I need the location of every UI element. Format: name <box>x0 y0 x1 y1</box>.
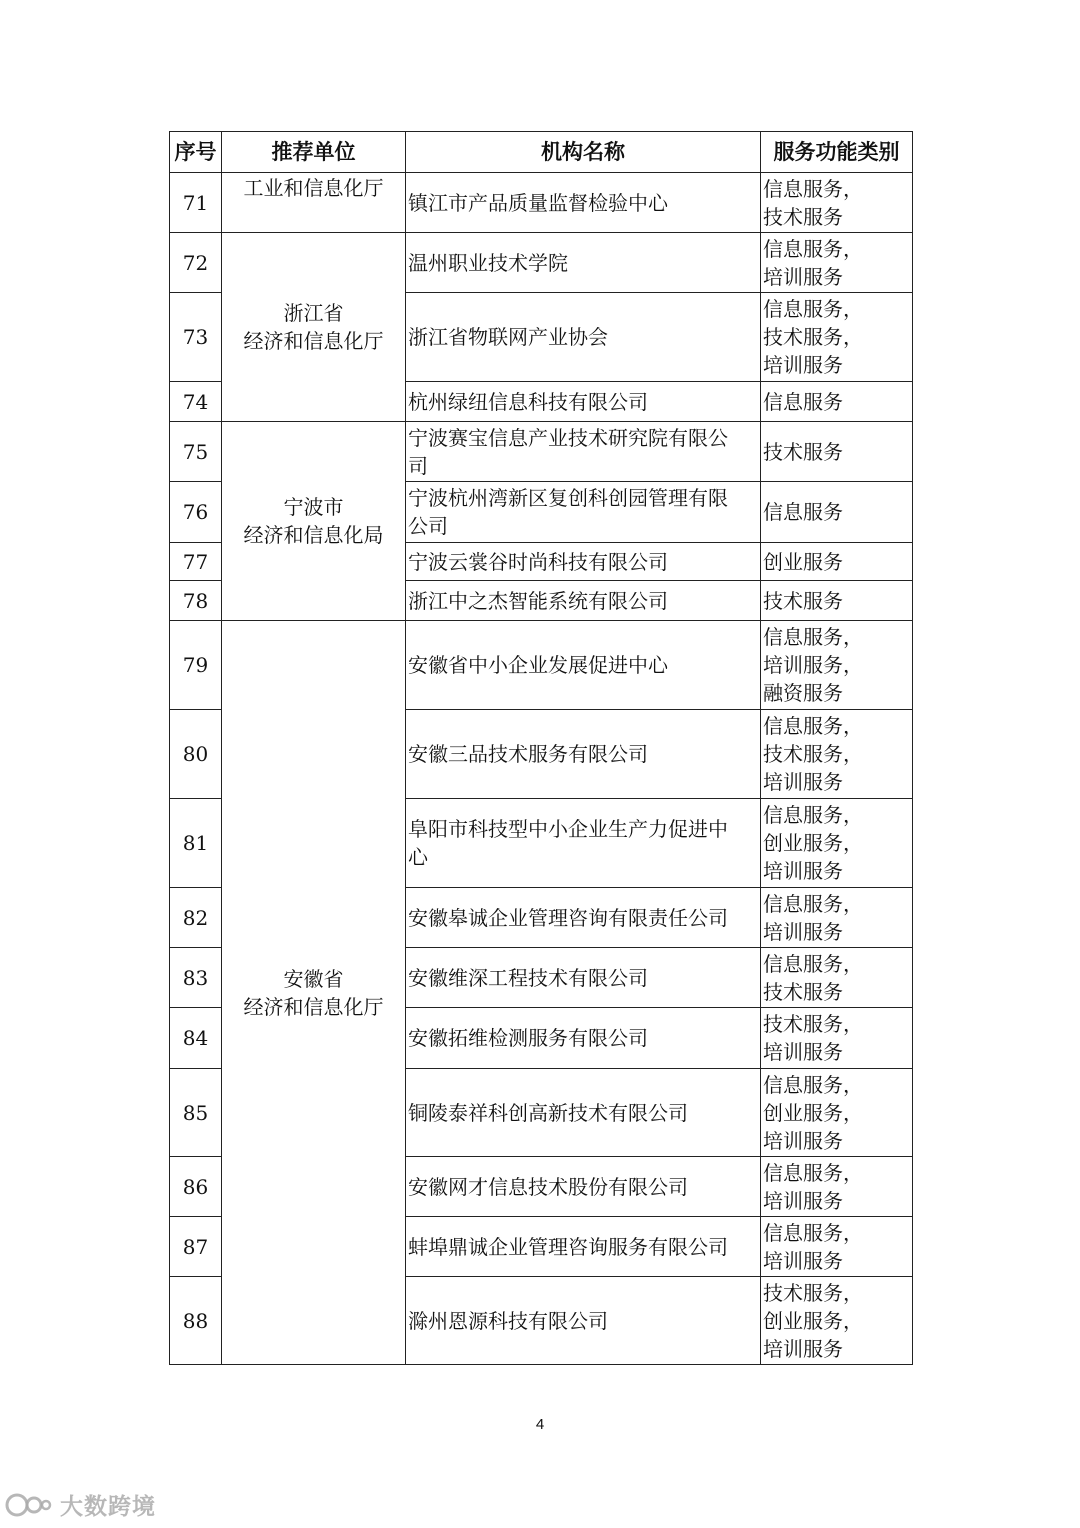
row-services: 信息服务， 培训服务 <box>761 233 913 293</box>
row-services: 信息服务， 技术服务， 培训服务 <box>761 293 913 382</box>
table-row <box>170 233 913 293</box>
page-number: 4 <box>535 1416 545 1433</box>
watermark <box>4 1488 156 1521</box>
row-org: 安徽省中小企业发展促进中心 <box>406 621 761 710</box>
row-no: 80 <box>170 710 222 799</box>
row-services: 信息服务 <box>761 482 913 543</box>
row-services: 技术服务， 培训服务 <box>761 1008 913 1069</box>
row-services: 信息服务， 技术服务 <box>761 173 913 233</box>
row-org: 安徽网才信息技术股份有限公司 <box>406 1157 761 1217</box>
row-no: 75 <box>170 422 222 482</box>
header-service-category: 服务功能类别 <box>761 132 913 173</box>
row-unit: 宁波市 经济和信息化局 <box>222 422 406 621</box>
row-unit: 工业和信息化厅 <box>222 173 406 233</box>
header-organization: 机构名称 <box>406 132 761 173</box>
table-row <box>170 173 913 233</box>
row-services: 技术服务， 创业服务， 培训服务 <box>761 1277 913 1365</box>
row-org: 温州职业技术学院 <box>406 233 761 293</box>
row-org: 安徽拓维检测服务有限公司 <box>406 1008 761 1069</box>
row-no: 77 <box>170 543 222 581</box>
row-org: 宁波杭州湾新区复创科创园管理有限 公司 <box>406 482 761 543</box>
row-org: 安徽皋诚企业管理咨询有限责任公司 <box>406 888 761 948</box>
row-org: 安徽维深工程技术有限公司 <box>406 948 761 1008</box>
row-services: 信息服务， 培训服务 <box>761 1217 913 1277</box>
row-no: 86 <box>170 1157 222 1217</box>
row-org: 浙江中之杰智能系统有限公司 <box>406 581 761 621</box>
table-row <box>170 621 913 710</box>
row-no: 88 <box>170 1277 222 1365</box>
row-services: 技术服务 <box>761 581 913 621</box>
row-services: 信息服务， 创业服务， 培训服务 <box>761 799 913 888</box>
row-no: 78 <box>170 581 222 621</box>
row-services: 信息服务 <box>761 382 913 422</box>
row-org: 铜陵泰祥科创高新技术有限公司 <box>406 1069 761 1157</box>
row-services: 技术服务 <box>761 422 913 482</box>
row-org: 杭州绿纽信息科技有限公司 <box>406 382 761 422</box>
row-no: 83 <box>170 948 222 1008</box>
row-org: 蚌埠鼎诚企业管理咨询服务有限公司 <box>406 1217 761 1277</box>
row-org: 安徽三品技术服务有限公司 <box>406 710 761 799</box>
agency-table <box>169 131 913 1365</box>
row-services: 创业服务 <box>761 543 913 581</box>
row-services: 信息服务， 培训服务， 融资服务 <box>761 621 913 710</box>
header-serial: 序号 <box>170 132 222 173</box>
table-row <box>170 422 913 482</box>
row-services: 信息服务， 技术服务 <box>761 948 913 1008</box>
row-unit: 浙江省 经济和信息化厅 <box>222 233 406 422</box>
row-services: 信息服务， 培训服务 <box>761 1157 913 1217</box>
table-header-row <box>170 132 913 173</box>
row-org: 宁波云裳谷时尚科技有限公司 <box>406 543 761 581</box>
row-no: 82 <box>170 888 222 948</box>
row-no: 71 <box>170 173 222 233</box>
row-org: 滁州恩源科技有限公司 <box>406 1277 761 1365</box>
row-org: 浙江省物联网产业协会 <box>406 293 761 382</box>
row-services: 信息服务， 创业服务， 培训服务 <box>761 1069 913 1157</box>
row-no: 73 <box>170 293 222 382</box>
row-no: 85 <box>170 1069 222 1157</box>
row-no: 81 <box>170 799 222 888</box>
header-recommending-unit: 推荐单位 <box>222 132 406 173</box>
watermark-text: 大数跨境 <box>60 1494 156 1520</box>
row-org: 宁波赛宝信息产业技术研究院有限公 司 <box>406 422 761 482</box>
row-no: 72 <box>170 233 222 293</box>
row-unit: 安徽省 经济和信息化厅 <box>222 621 406 1365</box>
row-no: 74 <box>170 382 222 422</box>
row-no: 76 <box>170 482 222 543</box>
row-no: 87 <box>170 1217 222 1277</box>
row-services: 信息服务， 培训服务 <box>761 888 913 948</box>
brand-logo-icon <box>4 1490 52 1520</box>
row-org: 阜阳市科技型中小企业生产力促进中 心 <box>406 799 761 888</box>
row-services: 信息服务， 技术服务， 培训服务 <box>761 710 913 799</box>
row-no: 79 <box>170 621 222 710</box>
row-no: 84 <box>170 1008 222 1069</box>
row-org: 镇江市产品质量监督检验中心 <box>406 173 761 233</box>
